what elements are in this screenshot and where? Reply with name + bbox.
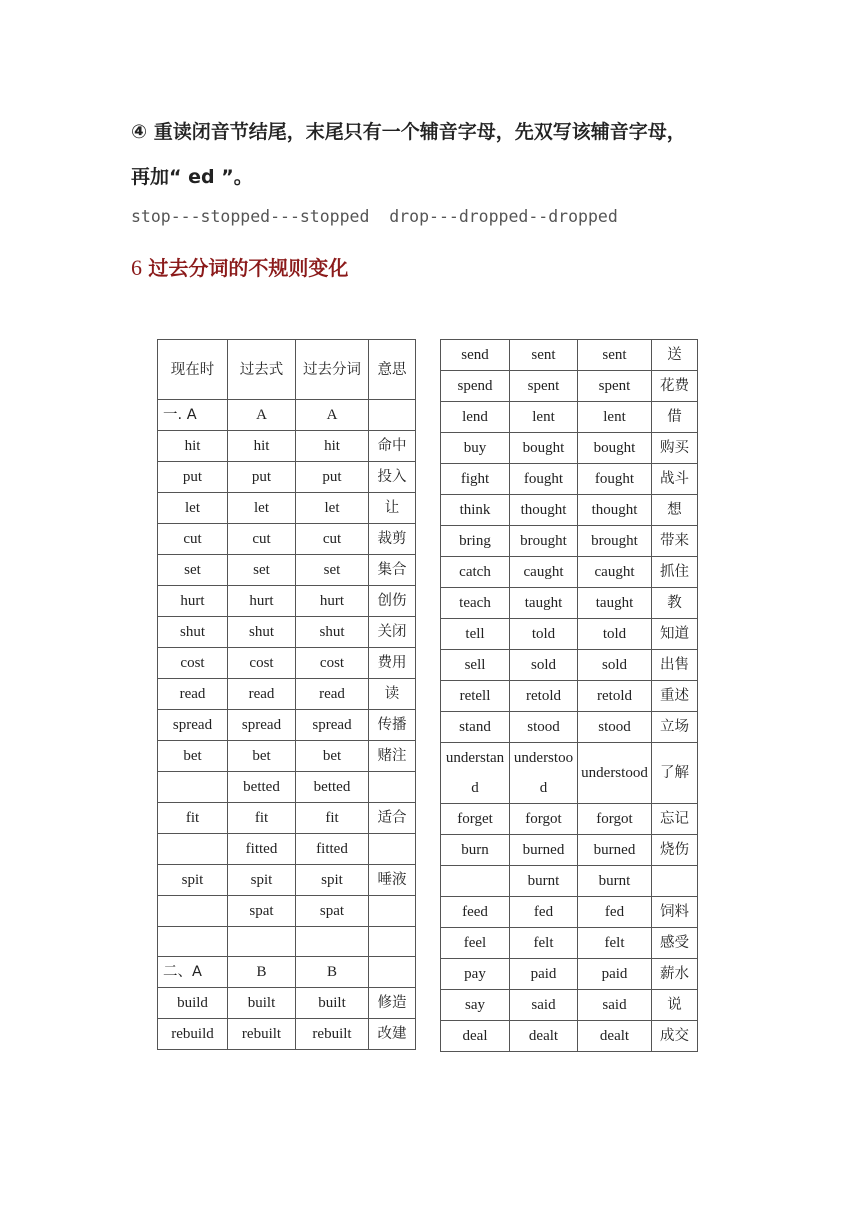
table-cell: spent <box>510 371 578 402</box>
table-row <box>158 524 416 555</box>
table-cell: taught <box>578 588 652 619</box>
table-row <box>158 617 416 648</box>
table-cell: feed <box>441 897 510 928</box>
table-row <box>441 804 698 835</box>
table-row <box>441 959 698 990</box>
table-row <box>441 464 698 495</box>
table-cell: spat <box>228 896 296 927</box>
table-cell: fit <box>158 803 228 834</box>
table-cell: burned <box>510 835 578 866</box>
table-cell <box>158 896 228 927</box>
table-cell: buy <box>441 433 510 464</box>
table-row <box>158 400 416 431</box>
table-cell: 感受 <box>652 928 698 959</box>
table-cell: say <box>441 990 510 1021</box>
table-row <box>441 495 698 526</box>
table-cell <box>158 772 228 803</box>
table-cell: rebuilt <box>296 1019 369 1050</box>
table-cell: fit <box>228 803 296 834</box>
table-cell: stand <box>441 712 510 743</box>
table-cell <box>158 834 228 865</box>
table-cell <box>158 927 228 957</box>
table-cell: 投入 <box>369 462 416 493</box>
table-row <box>441 588 698 619</box>
table-cell: catch <box>441 557 510 588</box>
table-cell: 裁剪 <box>369 524 416 555</box>
table-cell: build <box>158 988 228 1019</box>
table-cell: fed <box>578 897 652 928</box>
table-cell: rebuilt <box>228 1019 296 1050</box>
table-row <box>441 402 698 433</box>
table-cell: 出售 <box>652 650 698 681</box>
table-row <box>158 957 416 988</box>
table-cell: brought <box>510 526 578 557</box>
table-row <box>158 803 416 834</box>
table-header-cell: 过去式 <box>228 340 296 400</box>
table-cell: thought <box>510 495 578 526</box>
table-cell: let <box>158 493 228 524</box>
table-cell: hit <box>296 431 369 462</box>
table-row <box>441 650 698 681</box>
table-header-cell: 意思 <box>369 340 416 400</box>
irregular-verbs-table-right <box>440 339 698 1052</box>
table-row <box>158 555 416 586</box>
table-cell: forgot <box>510 804 578 835</box>
table-cell: set <box>158 555 228 586</box>
table-cell: retold <box>510 681 578 712</box>
table-cell: fight <box>441 464 510 495</box>
table-cell: paid <box>510 959 578 990</box>
table-cell: 花费 <box>652 371 698 402</box>
table-row <box>158 865 416 896</box>
table-row <box>158 741 416 772</box>
table-cell <box>296 927 369 957</box>
table-cell: fed <box>510 897 578 928</box>
table-row <box>441 557 698 588</box>
table-row <box>158 710 416 741</box>
table-cell: hurt <box>228 586 296 617</box>
table-cell: 送 <box>652 340 698 371</box>
table-cell: send <box>441 340 510 371</box>
table-cell: tell <box>441 619 510 650</box>
rule-example: stop---stopped---stopped drop---dropped--dropped <box>131 207 618 226</box>
table-cell: 读 <box>369 679 416 710</box>
table-cell: sent <box>510 340 578 371</box>
table-cell: burnt <box>510 866 578 897</box>
table-row <box>441 743 698 804</box>
table-cell: 传播 <box>369 710 416 741</box>
table-cell: set <box>296 555 369 586</box>
table-cell: lent <box>510 402 578 433</box>
table-cell: 忘记 <box>652 804 698 835</box>
table-cell: stood <box>578 712 652 743</box>
table-cell: hurt <box>158 586 228 617</box>
table-cell: think <box>441 495 510 526</box>
table-cell: cost <box>228 648 296 679</box>
table-cell <box>369 400 416 431</box>
table-cell: forgot <box>578 804 652 835</box>
table-cell: 立场 <box>652 712 698 743</box>
section-number: 6 <box>131 255 142 280</box>
table-cell: deal <box>441 1021 510 1052</box>
table-row <box>441 371 698 402</box>
table-row <box>441 1021 698 1052</box>
table-cell: B <box>228 957 296 988</box>
table-row <box>441 526 698 557</box>
table-cell: stood <box>510 712 578 743</box>
table-header-row <box>158 340 416 400</box>
table-row <box>441 835 698 866</box>
table-cell: thought <box>578 495 652 526</box>
table-cell: dealt <box>510 1021 578 1052</box>
table-cell: burn <box>441 835 510 866</box>
table-cell <box>441 866 510 897</box>
table-cell: 烧伤 <box>652 835 698 866</box>
table-cell: fit <box>296 803 369 834</box>
table-cell: feel <box>441 928 510 959</box>
table-cell: read <box>296 679 369 710</box>
table-cell: betted <box>296 772 369 803</box>
table-row <box>441 990 698 1021</box>
table-cell: said <box>578 990 652 1021</box>
table-row <box>158 493 416 524</box>
table-row <box>441 928 698 959</box>
table-cell: betted <box>228 772 296 803</box>
table-cell: built <box>296 988 369 1019</box>
table-cell: let <box>296 493 369 524</box>
table-row <box>441 866 698 897</box>
table-cell: bet <box>228 741 296 772</box>
table-cell: shut <box>296 617 369 648</box>
table-cell: 费用 <box>369 648 416 679</box>
rule-text-line-1: ④ 重读闭音节结尾，末尾只有一个辅音字母，先双写该辅音字母， <box>131 121 686 143</box>
table-cell: set <box>228 555 296 586</box>
table-cell: pay <box>441 959 510 990</box>
table-cell: 了解 <box>652 743 698 804</box>
table-cell: 集合 <box>369 555 416 586</box>
table-cell: caught <box>510 557 578 588</box>
table-cell: bet <box>158 741 228 772</box>
table-cell: understood <box>578 743 652 804</box>
table-cell: 重述 <box>652 681 698 712</box>
table-row <box>441 619 698 650</box>
table-cell: 知道 <box>652 619 698 650</box>
table-cell: sent <box>578 340 652 371</box>
table-cell: hurt <box>296 586 369 617</box>
irregular-verbs-table-left <box>157 339 416 1050</box>
table-row <box>441 433 698 464</box>
table-cell: put <box>158 462 228 493</box>
table-cell: spit <box>228 865 296 896</box>
table-cell: hit <box>228 431 296 462</box>
table-cell <box>369 834 416 865</box>
table-cell: forget <box>441 804 510 835</box>
table-cell: B <box>296 957 369 988</box>
table-cell: A <box>296 400 369 431</box>
table-cell: spend <box>441 371 510 402</box>
table-cell: 创伤 <box>369 586 416 617</box>
table-cell: fought <box>510 464 578 495</box>
table-row <box>158 772 416 803</box>
section-title: 过去分词的不规则变化 <box>148 256 349 280</box>
table-cell: 关闭 <box>369 617 416 648</box>
table-cell: 一. A <box>158 400 228 431</box>
table-row <box>158 988 416 1019</box>
table-cell: 带来 <box>652 526 698 557</box>
table-row <box>158 896 416 927</box>
table-cell: fought <box>578 464 652 495</box>
table-cell: sell <box>441 650 510 681</box>
table-cell: sold <box>578 650 652 681</box>
table-header-cell: 过去分词 <box>296 340 369 400</box>
table-cell: felt <box>510 928 578 959</box>
table-cell <box>369 896 416 927</box>
table-cell: cut <box>296 524 369 555</box>
table-cell: teach <box>441 588 510 619</box>
table-cell: put <box>228 462 296 493</box>
table-cell: burnt <box>578 866 652 897</box>
table-cell: 饲料 <box>652 897 698 928</box>
table-cell: spit <box>296 865 369 896</box>
table-cell: read <box>228 679 296 710</box>
table-cell: 唾液 <box>369 865 416 896</box>
table-cell: 二、A <box>158 957 228 988</box>
table-cell: felt <box>578 928 652 959</box>
table-row <box>441 712 698 743</box>
table-row <box>158 586 416 617</box>
table-cell: spent <box>578 371 652 402</box>
table-cell: spread <box>228 710 296 741</box>
table-cell: 薪水 <box>652 959 698 990</box>
table-cell: hit <box>158 431 228 462</box>
table-cell: 借 <box>652 402 698 433</box>
table-cell: brought <box>578 526 652 557</box>
table-cell: paid <box>578 959 652 990</box>
table-cell: spread <box>296 710 369 741</box>
table-cell <box>228 927 296 957</box>
table-cell: lend <box>441 402 510 433</box>
table-cell: built <box>228 988 296 1019</box>
table-row <box>158 462 416 493</box>
table-cell: 说 <box>652 990 698 1021</box>
table-cell: 适合 <box>369 803 416 834</box>
table-cell: lent <box>578 402 652 433</box>
table-cell: retell <box>441 681 510 712</box>
table-cell: spat <box>296 896 369 927</box>
table-cell: cut <box>158 524 228 555</box>
table-row <box>441 681 698 712</box>
table-cell: let <box>228 493 296 524</box>
table-cell: shut <box>158 617 228 648</box>
rule-text-line-2: 再加“ ed ”。 <box>131 166 253 188</box>
table-cell: understood <box>510 743 578 804</box>
table-cell: taught <box>510 588 578 619</box>
table-cell: rebuild <box>158 1019 228 1050</box>
table-row <box>441 897 698 928</box>
table-cell: caught <box>578 557 652 588</box>
table-cell: said <box>510 990 578 1021</box>
table-row <box>441 340 698 371</box>
table-cell: A <box>228 400 296 431</box>
table-cell: told <box>510 619 578 650</box>
table-cell: 战斗 <box>652 464 698 495</box>
table-cell: cut <box>228 524 296 555</box>
table-row <box>158 431 416 462</box>
table-row <box>158 834 416 865</box>
table-cell: 想 <box>652 495 698 526</box>
table-cell: cost <box>158 648 228 679</box>
table-row <box>158 927 416 957</box>
section-heading <box>131 252 348 281</box>
table-cell: fitted <box>228 834 296 865</box>
table-cell <box>369 957 416 988</box>
table-cell: burned <box>578 835 652 866</box>
table-cell: cost <box>296 648 369 679</box>
table-cell: fitted <box>296 834 369 865</box>
table-cell: 购买 <box>652 433 698 464</box>
table-cell: 让 <box>369 493 416 524</box>
table-cell: 成交 <box>652 1021 698 1052</box>
table-row <box>158 1019 416 1050</box>
table-cell: retold <box>578 681 652 712</box>
table-cell: read <box>158 679 228 710</box>
table-cell <box>369 772 416 803</box>
table-row <box>158 648 416 679</box>
table-cell: dealt <box>578 1021 652 1052</box>
table-cell: 命中 <box>369 431 416 462</box>
table-cell: understand <box>441 743 510 804</box>
table-cell: bought <box>578 433 652 464</box>
table-cell: 抓住 <box>652 557 698 588</box>
table-cell <box>369 927 416 957</box>
table-cell: put <box>296 462 369 493</box>
table-cell: 改建 <box>369 1019 416 1050</box>
table-cell: 赌注 <box>369 741 416 772</box>
table-cell: bet <box>296 741 369 772</box>
table-cell: shut <box>228 617 296 648</box>
table-cell: 教 <box>652 588 698 619</box>
table-cell: bring <box>441 526 510 557</box>
table-cell <box>652 866 698 897</box>
table-cell: told <box>578 619 652 650</box>
table-header-cell: 现在时 <box>158 340 228 400</box>
table-cell: spread <box>158 710 228 741</box>
table-cell: spit <box>158 865 228 896</box>
table-cell: bought <box>510 433 578 464</box>
table-cell: sold <box>510 650 578 681</box>
table-row <box>158 679 416 710</box>
table-cell: 修造 <box>369 988 416 1019</box>
